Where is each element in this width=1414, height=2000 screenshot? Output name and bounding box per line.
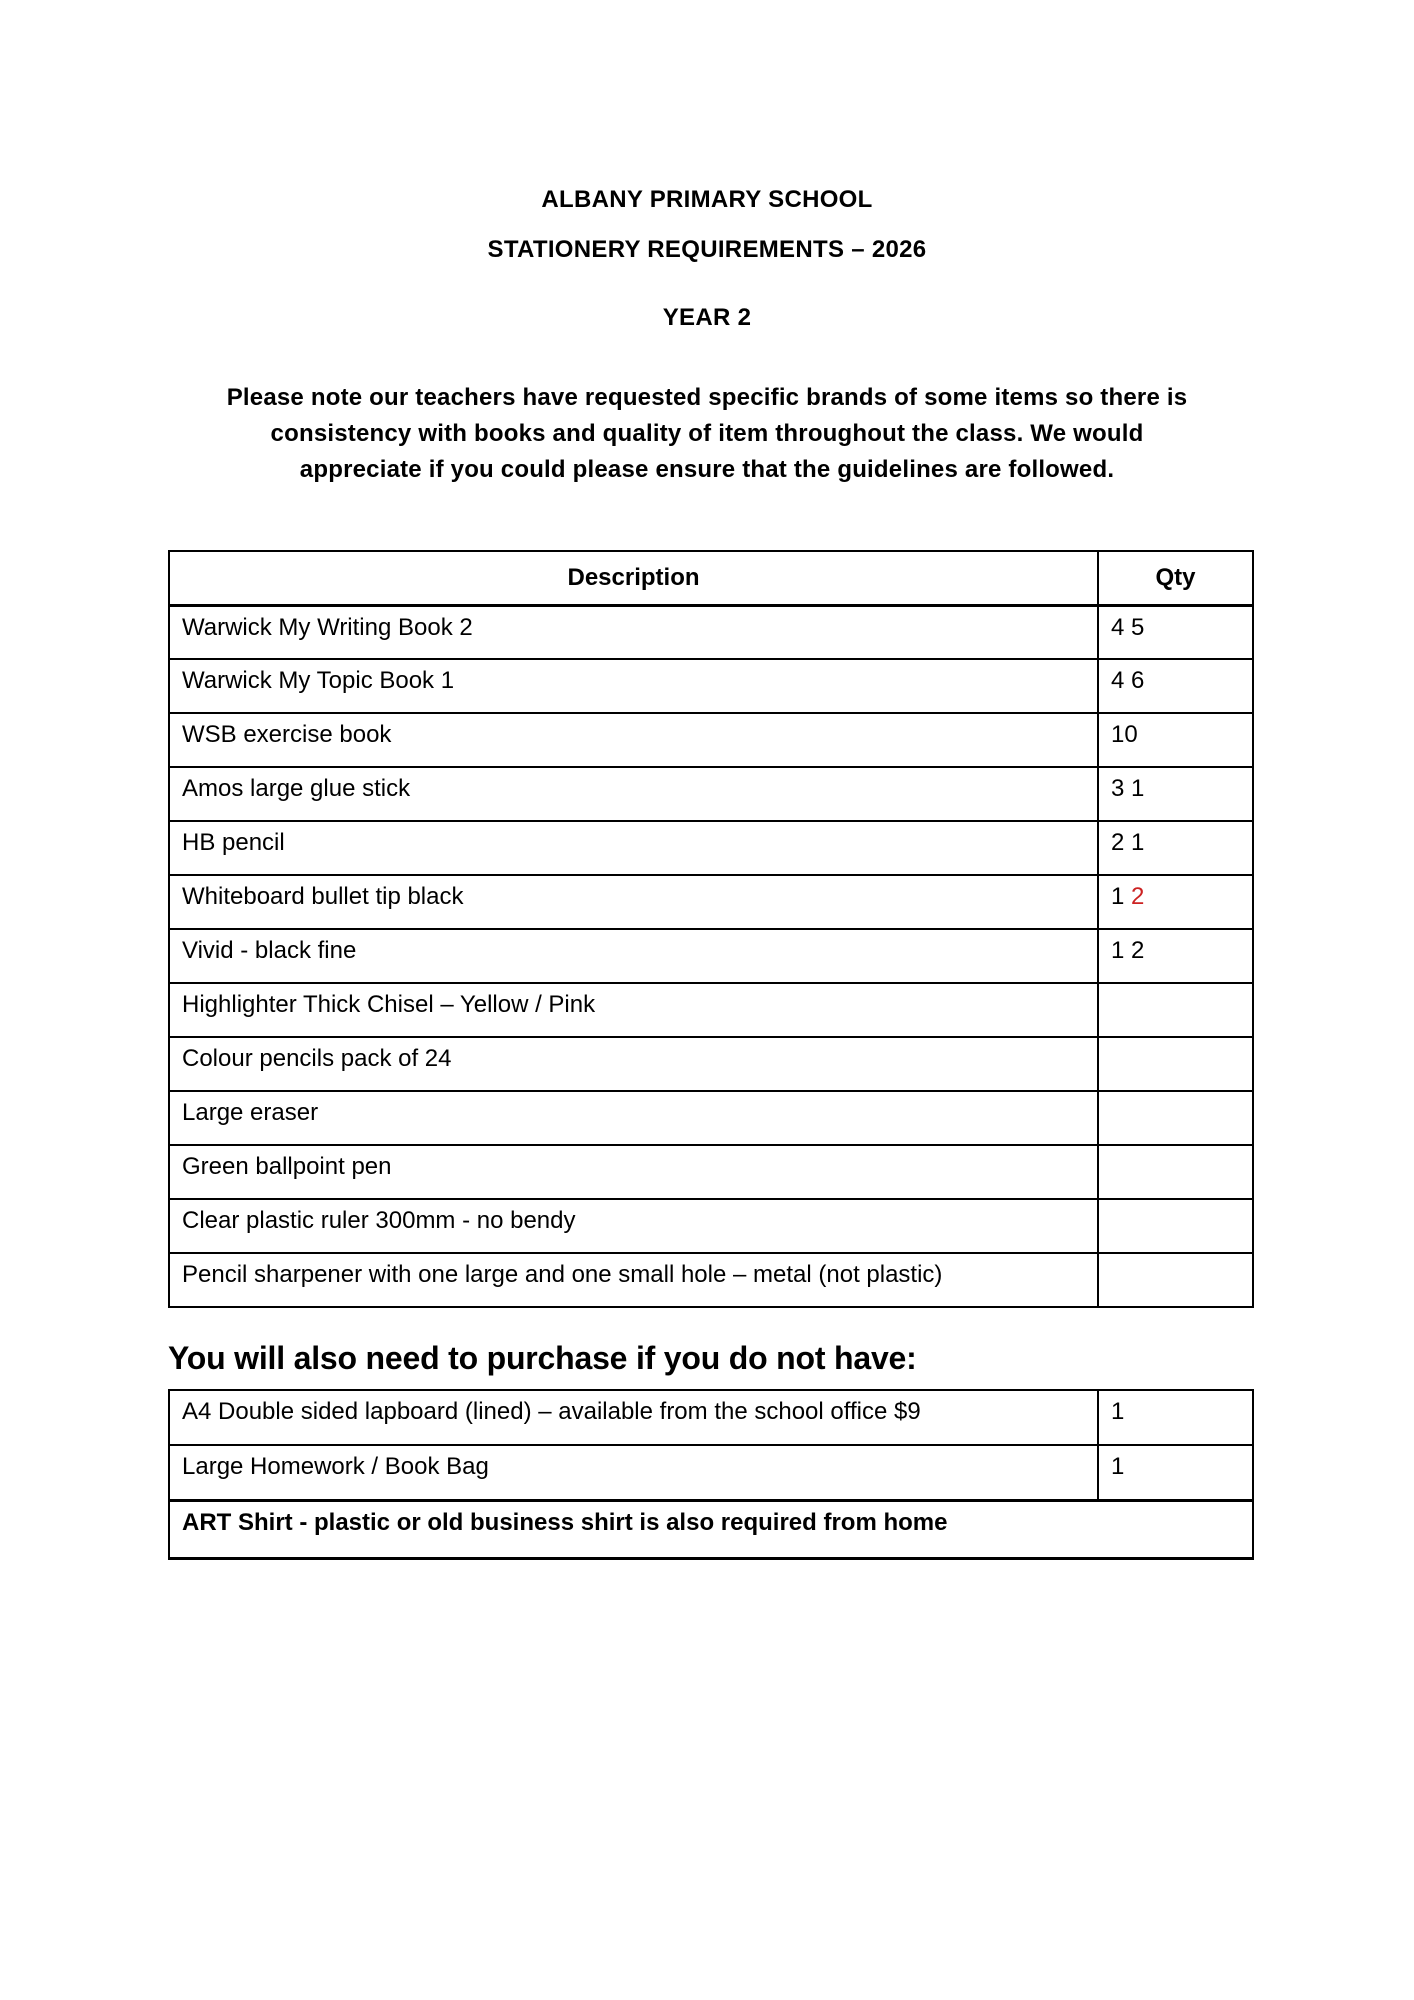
table-row bbox=[169, 875, 1253, 929]
year-heading: YEAR 2 bbox=[662, 304, 752, 331]
table-row bbox=[169, 605, 1253, 659]
item-qty: 1 2 bbox=[1098, 875, 1253, 929]
item-description: WSB exercise book bbox=[169, 713, 1098, 767]
item-description: Vivid - black fine bbox=[169, 929, 1098, 983]
item-qty: 4 6 bbox=[1098, 659, 1253, 713]
item-description: Large Homework / Book Bag bbox=[169, 1445, 1098, 1500]
intro-line: Please note our teachers have requested specific brands of some items so there is bbox=[226, 384, 1188, 411]
table-row bbox=[169, 1500, 1253, 1558]
table-row bbox=[169, 713, 1253, 767]
item-qty bbox=[1098, 983, 1253, 1037]
qty-column-header: Qty bbox=[1098, 551, 1253, 605]
item-qty: 10 bbox=[1098, 713, 1253, 767]
document-title: STATIONERY REQUIREMENTS – 2026 bbox=[487, 236, 927, 263]
item-description: Green ballpoint pen bbox=[169, 1145, 1098, 1199]
item-description: Amos large glue stick bbox=[169, 767, 1098, 821]
table-row bbox=[169, 983, 1253, 1037]
item-qty bbox=[1098, 1145, 1253, 1199]
item-description: Clear plastic ruler 300mm - no bendy bbox=[169, 1199, 1098, 1253]
table-row bbox=[169, 1390, 1253, 1445]
intro-line: appreciate if you could please ensure that the guidelines are followed. bbox=[299, 456, 1115, 483]
stationery-table-body bbox=[169, 605, 1253, 1307]
description-column-header: Description bbox=[169, 551, 1098, 605]
table-row bbox=[169, 1037, 1253, 1091]
item-qty: 1 2 bbox=[1098, 929, 1253, 983]
item-description: Pencil sharpener with one large and one small hole – metal (not plastic) bbox=[169, 1253, 1098, 1307]
table-row bbox=[169, 1091, 1253, 1145]
item-qty bbox=[1098, 1199, 1253, 1253]
item-qty: 1 bbox=[1098, 1390, 1253, 1445]
item-qty: 2 1 bbox=[1098, 821, 1253, 875]
item-qty: 3 1 bbox=[1098, 767, 1253, 821]
stationery-table bbox=[168, 550, 1254, 1308]
item-description: ART Shirt - plastic or old business shirt is also required from home bbox=[169, 1500, 1253, 1558]
table-row bbox=[169, 1145, 1253, 1199]
additional-items-table-body bbox=[169, 1390, 1253, 1558]
item-description: Warwick My Topic Book 1 bbox=[169, 659, 1098, 713]
item-qty: 1 bbox=[1098, 1445, 1253, 1500]
item-description: A4 Double sided lapboard (lined) – available from the school office $9 bbox=[169, 1390, 1098, 1445]
table-row bbox=[169, 821, 1253, 875]
item-qty: 4 5 bbox=[1098, 605, 1253, 659]
table-row bbox=[169, 1445, 1253, 1500]
item-qty bbox=[1098, 1037, 1253, 1091]
additional-items-table bbox=[168, 1389, 1254, 1560]
intro-line: consistency with books and quality of item throughout the class. We would bbox=[270, 420, 1144, 447]
intro-note bbox=[0, 380, 1414, 488]
table-row bbox=[169, 1253, 1253, 1307]
school-name: ALBANY PRIMARY SCHOOL bbox=[541, 186, 873, 213]
item-qty bbox=[1098, 1091, 1253, 1145]
table-row bbox=[169, 767, 1253, 821]
table-row bbox=[169, 1199, 1253, 1253]
item-description: Warwick My Writing Book 2 bbox=[169, 605, 1098, 659]
table-row bbox=[169, 929, 1253, 983]
table-row bbox=[169, 659, 1253, 713]
item-description: Highlighter Thick Chisel – Yellow / Pink bbox=[169, 983, 1098, 1037]
additional-items-heading: You will also need to purchase if you do not have: bbox=[168, 1340, 917, 1376]
item-description: HB pencil bbox=[169, 821, 1098, 875]
item-qty bbox=[1098, 1253, 1253, 1307]
table-header-row bbox=[169, 551, 1253, 605]
item-description: Large eraser bbox=[169, 1091, 1098, 1145]
item-description: Whiteboard bullet tip black bbox=[169, 875, 1098, 929]
item-description: Colour pencils pack of 24 bbox=[169, 1037, 1098, 1091]
